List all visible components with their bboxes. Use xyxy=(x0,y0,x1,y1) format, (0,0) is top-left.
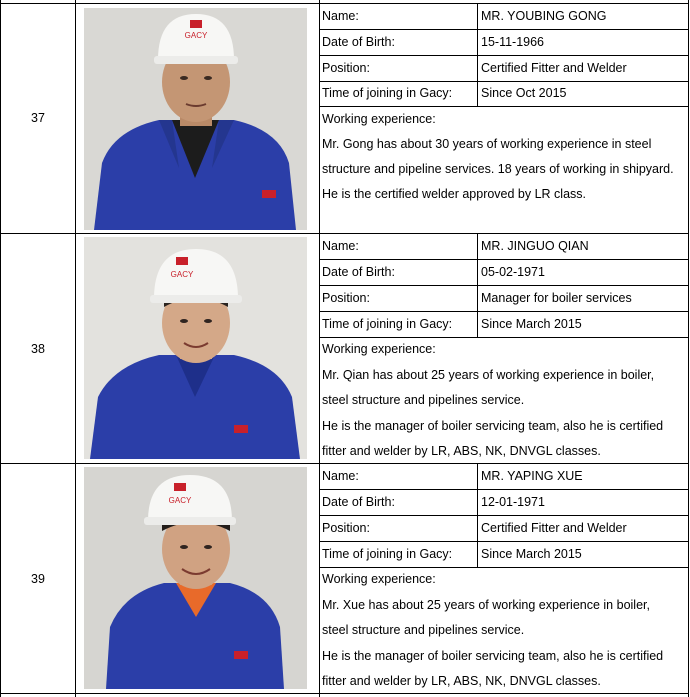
table-border xyxy=(0,693,689,694)
position-value: Certified Fitter and Welder xyxy=(481,521,627,535)
joining-label: Time of joining in Gacy: xyxy=(322,317,453,331)
experience-line: Mr. Qian has about 25 years of working experience in boiler, xyxy=(322,368,655,382)
joining-value: Since March 2015 xyxy=(481,317,582,331)
joining-label: Time of joining in Gacy: xyxy=(322,86,453,100)
table-border xyxy=(0,233,689,234)
experience-line: steel structure and pipelines service. xyxy=(322,623,525,637)
experience-line: Mr. Xue has about 25 years of working experience in boiler, xyxy=(322,598,650,612)
table-border xyxy=(688,0,689,697)
helmet-logo: GACY xyxy=(184,31,208,40)
staff-photo xyxy=(84,467,307,689)
table-border xyxy=(0,3,689,4)
table-border xyxy=(0,463,689,464)
experience-line: Mr. Gong has about 30 years of working experience in steel xyxy=(322,137,652,151)
row-number: 39 xyxy=(31,572,45,586)
dob-value: 15-11-1966 xyxy=(481,35,545,49)
table-border xyxy=(477,234,478,338)
table-border xyxy=(319,55,689,56)
row-number: 38 xyxy=(31,342,45,356)
experience-label: Working experience: xyxy=(322,112,436,126)
name-value: MR. YAPING XUE xyxy=(481,469,583,483)
experience-line: fitter and welder by LR, ABS, NK, DNVGL classes. xyxy=(322,444,601,458)
joining-value: Since March 2015 xyxy=(481,547,582,561)
position-value: Certified Fitter and Welder xyxy=(481,61,627,75)
table-border xyxy=(319,81,689,82)
dob-label: Date of Birth: xyxy=(322,265,395,279)
table-border xyxy=(319,489,689,490)
position-label: Position: xyxy=(322,521,370,535)
table-border xyxy=(319,29,689,30)
name-label: Name: xyxy=(322,239,359,253)
position-label: Position: xyxy=(322,61,370,75)
experience-line: steel structure and pipelines service. xyxy=(322,393,525,407)
table-border xyxy=(319,0,320,697)
table-border xyxy=(319,515,689,516)
table-border xyxy=(477,464,478,568)
name-value: MR. JINGUO QIAN xyxy=(481,239,589,253)
experience-line: structure and pipeline services. 18 years of working in shipyard. xyxy=(322,162,674,176)
dob-value: 12-01-1971 xyxy=(481,495,545,509)
experience-line: fitter and welder by LR, ABS, NK, DNVGL classes. xyxy=(322,674,601,688)
joining-label: Time of joining in Gacy: xyxy=(322,547,453,561)
staff-photo xyxy=(84,237,307,459)
dob-label: Date of Birth: xyxy=(322,35,395,49)
table-border xyxy=(319,285,689,286)
experience-label: Working experience: xyxy=(322,572,436,586)
row-number: 37 xyxy=(31,111,45,125)
table-border xyxy=(319,106,689,107)
experience-line: He is the manager of boiler servicing team, also he is certified xyxy=(322,419,664,433)
table-border xyxy=(319,259,689,260)
experience-line: He is the manager of boiler servicing team, also he is certified xyxy=(322,649,664,663)
joining-value: Since Oct 2015 xyxy=(481,86,567,100)
position-value: Manager for boiler services xyxy=(481,291,632,305)
experience-line: He is the certified welder approved by LR class. xyxy=(322,187,587,201)
dob-label: Date of Birth: xyxy=(322,495,395,509)
table-border xyxy=(319,337,689,338)
staff-photo xyxy=(84,8,307,230)
table-border xyxy=(319,311,689,312)
experience-label: Working experience: xyxy=(322,342,436,356)
name-label: Name: xyxy=(322,469,359,483)
table-border xyxy=(319,541,689,542)
table-border xyxy=(319,567,689,568)
name-label: Name: xyxy=(322,9,359,23)
helmet-logo: GACY xyxy=(170,270,194,279)
position-label: Position: xyxy=(322,291,370,305)
dob-value: 05-02-1971 xyxy=(481,265,545,279)
name-value: MR. YOUBING GONG xyxy=(481,9,607,23)
helmet-logo: GACY xyxy=(168,496,192,505)
